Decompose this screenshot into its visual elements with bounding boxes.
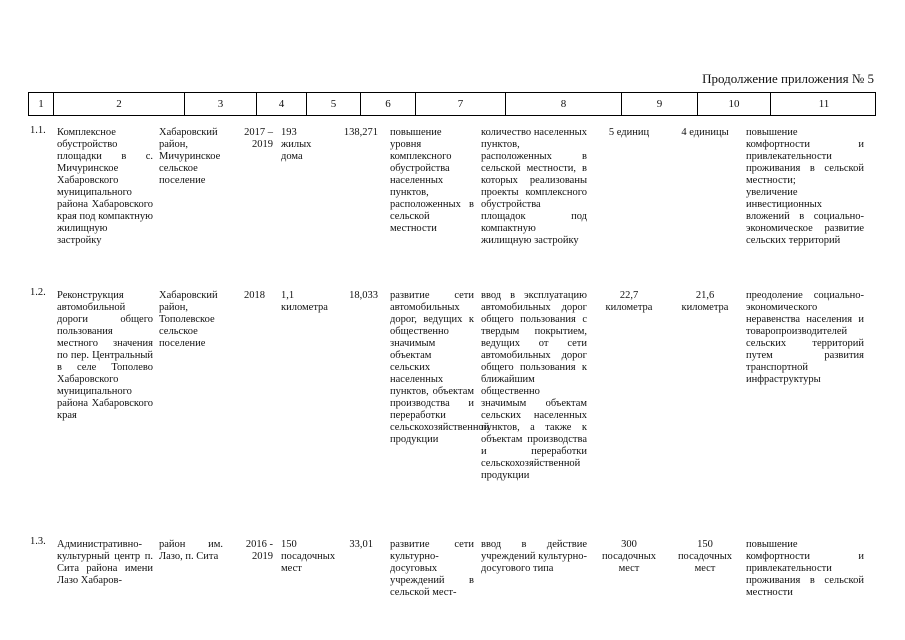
target-value-cell: 5 единиц: [608, 127, 650, 138]
target-value-cell: 22,7 километра: [605, 290, 653, 313]
period-cell: 2016 - 2019: [245, 539, 273, 562]
actual-value-cell: 4 единицы: [681, 127, 729, 138]
capacity-cell: 193 жилых дома: [281, 127, 312, 162]
header-col-1: 1: [38, 98, 44, 110]
row-number: 1.2.: [30, 287, 46, 298]
header-col-2: 2: [53, 93, 184, 115]
header-col-6: 6: [360, 93, 415, 115]
indicator-cell: количество населенных пунктов, расположенных в сельской местности, в которых реализованы проекты комплексного обустройства площадок под компактную жилищную застройку: [481, 127, 587, 246]
actual-value-cell: 21,6 километра: [681, 290, 729, 313]
indicator-cell: ввод в эксплуатацию автомобильных дорог общего пользования с твердым покрытием, ведущих от сети автомобильных дорог общего пользования к ближайшим общественно значимым объектам сельских населенных пунктов, а также к объектам производства и переработки сельскохозяйственной продукции: [481, 290, 587, 481]
header-col-5: 5: [306, 93, 360, 115]
period-cell: 2018: [244, 290, 265, 301]
project-name-cell: Административно-культурный центр п. Сита района имени Лазо Хабаров-: [57, 539, 153, 586]
period-cell: 2017 – 2019: [244, 127, 273, 150]
result-cell: преодоление социально-экономического неравенства населения и товаропроизводителей сельских территорий путем развития транспортной инфраструктуры: [746, 290, 864, 385]
continuation-label: Продолжение приложения № 5: [702, 71, 874, 86]
header-col-7: 7: [415, 93, 505, 115]
header-col-10: 10: [697, 93, 770, 115]
goal-cell: повышение уровня комплексного обустройства населенных пунктов, расположенных в сельской местности: [390, 127, 474, 234]
header-col-8: 8: [505, 93, 621, 115]
project-name-cell: Комплексное обустройство площадки в с. Мичуринское Хабаровского муниципального района Хабаровского края под компактную жилищную застройку: [57, 127, 153, 246]
cost-cell: 33,01: [349, 539, 373, 550]
capacity-cell: 1,1 километра: [281, 290, 328, 313]
goal-cell: развитие сети автомобильных дорог, ведущих к общественно значимым объектам сельских населенных пунктов, объектам производства и переработки сельскохозяйственной продукции: [390, 290, 490, 445]
project-name-cell: Реконструкция автомобильной дороги общего пользования местного значения по пер. Центральный в селе Тополево Хабаровского муниципального района Хабаровского края: [57, 290, 153, 421]
header-col-11: 11: [770, 93, 877, 115]
location-cell: район им. Лазо, п. Сита: [159, 539, 223, 562]
header-col-9: 9: [621, 93, 697, 115]
row-number: 1.3.: [30, 536, 46, 547]
result-cell: повышение комфортности и привлекательности проживания в сельской местности; увеличение инвестиционных вложений в социально-экономическое развитие сельских территорий: [746, 127, 864, 246]
actual-value-cell: 150 посадочных мест: [677, 539, 733, 574]
table-header-row: [28, 92, 876, 116]
location-cell: Хабаровский район, Мичуринское сельское поселение: [159, 127, 221, 186]
result-cell: повышение комфортности и привлекательности проживания в сельской местности: [746, 539, 864, 598]
header-col-3: 3: [184, 93, 256, 115]
location-cell: Хабаровский район, Тополевское сельское поселение: [159, 290, 218, 349]
cost-cell: 18,033: [349, 290, 378, 301]
goal-cell: развитие сети культурно-досуговых учреждений в сельской мест-: [390, 539, 474, 598]
cost-cell: 138,271: [343, 127, 378, 138]
capacity-cell: 150 посадочных мест: [281, 539, 336, 574]
target-value-cell: 300 посадочных мест: [601, 539, 657, 574]
header-col-4: 4: [256, 93, 306, 115]
indicator-cell: ввод в действие учреждений культурно-досугового типа: [481, 539, 587, 574]
row-number: 1.1.: [30, 125, 46, 136]
